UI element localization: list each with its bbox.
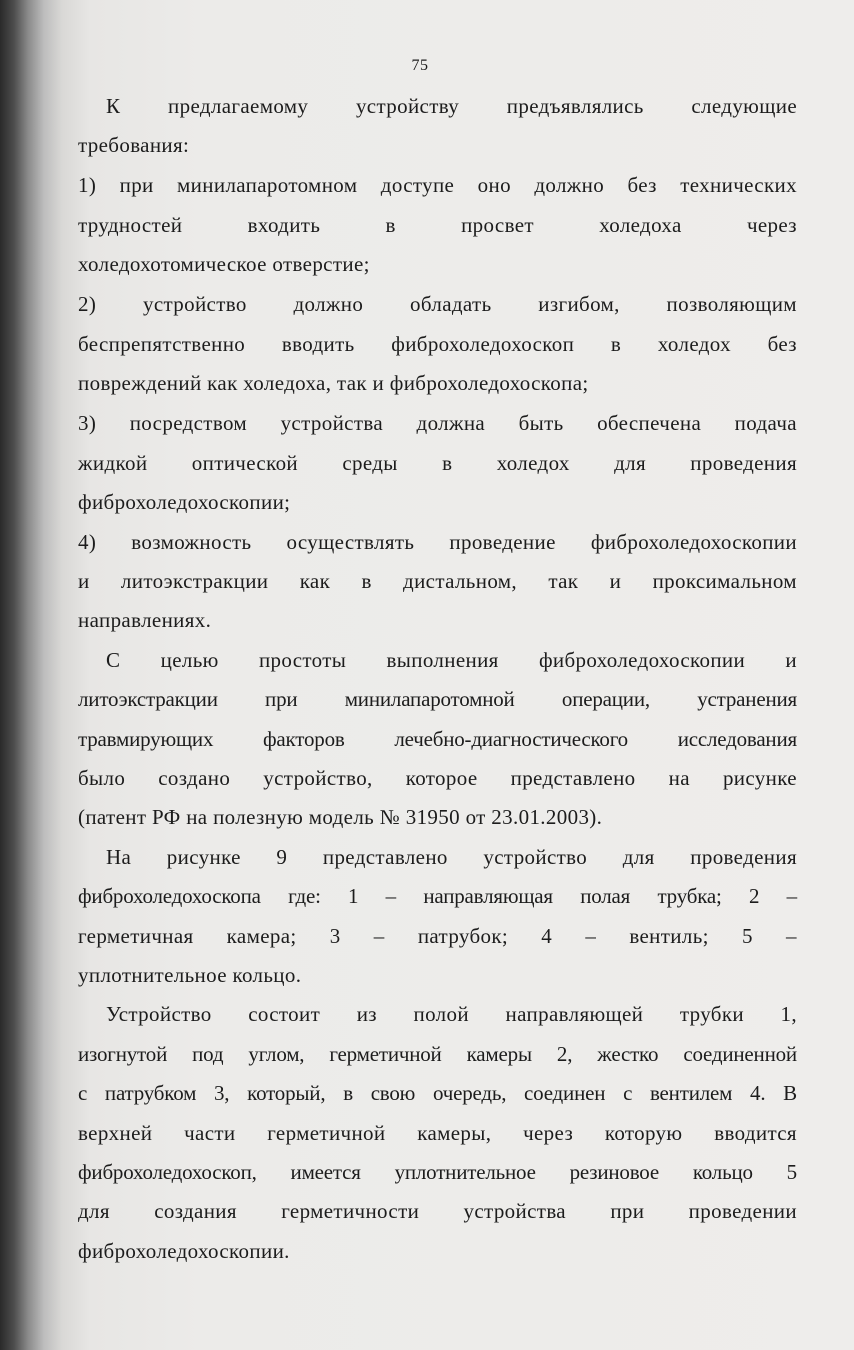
text-line [78, 765, 797, 791]
word: модель [308, 805, 375, 829]
word: свою [370, 1081, 416, 1105]
word: операции, [561, 687, 650, 711]
word: обладать [410, 292, 492, 316]
word: 3) [78, 411, 97, 435]
word: для [78, 1199, 110, 1223]
word: холедох [496, 451, 570, 475]
word: трубка; [657, 884, 722, 908]
word: среды [342, 451, 398, 475]
word: № [379, 805, 401, 829]
text-line [78, 1120, 797, 1146]
word: На [106, 845, 132, 869]
text-line [78, 251, 797, 277]
word: камера; [226, 924, 297, 948]
word: травмирующих [78, 727, 214, 751]
word: осуществлять [286, 530, 415, 554]
text-line [78, 686, 797, 712]
text-line [78, 1198, 797, 1224]
text-line [78, 370, 797, 396]
word: холедоха, [243, 371, 332, 395]
word: 1 [348, 884, 359, 908]
word: в [361, 569, 372, 593]
word: для [622, 845, 655, 869]
word: направляющей [505, 1002, 644, 1026]
text-line [78, 489, 797, 515]
word: С [106, 648, 121, 672]
word: проведение [449, 530, 556, 554]
word: фиброхоледохоскоп, [78, 1160, 257, 1184]
word: в [610, 332, 622, 356]
word: минилапаротомном [177, 173, 358, 197]
word: должна [416, 411, 486, 435]
word: верхней [78, 1121, 153, 1145]
word: фиброхоледохоскопа [78, 884, 261, 908]
text-line [78, 923, 797, 949]
word: патрубок; [417, 924, 509, 948]
word: от [465, 805, 486, 829]
word: создано [158, 766, 231, 790]
word: которую [604, 1121, 683, 1145]
word: 31950 [405, 805, 460, 829]
word: и [609, 569, 622, 593]
word: при [119, 173, 154, 197]
word: возможность [131, 530, 252, 554]
word: 2, [556, 1042, 573, 1066]
word: следующие [691, 94, 797, 118]
word: и [78, 569, 90, 593]
word: с [78, 1081, 88, 1105]
word: соединенной [683, 1042, 797, 1066]
text-line [78, 1159, 797, 1185]
word: литоэкстракции [78, 687, 218, 711]
word: исследования [677, 727, 797, 751]
word: – [786, 884, 797, 908]
text-line [78, 804, 797, 830]
word: рисунке [166, 845, 241, 869]
word: жидкой [78, 451, 148, 475]
word: устройство [142, 292, 247, 316]
word: на [668, 766, 690, 790]
word: герметичной [267, 1121, 386, 1145]
text-line [78, 844, 797, 870]
word: РФ [151, 805, 181, 829]
word: предъявлялись [506, 94, 644, 118]
text-line [78, 450, 797, 476]
word: полая [580, 884, 631, 908]
word: через [523, 1121, 574, 1145]
word: устранения [697, 687, 797, 711]
word: 2 [749, 884, 760, 908]
word: где: [288, 884, 321, 908]
word: создания [154, 1199, 237, 1223]
word: вентилем [649, 1081, 733, 1105]
word: устройству [355, 94, 460, 118]
word: имеется [290, 1160, 361, 1184]
word: при [265, 687, 298, 711]
page-number: 75 [411, 57, 429, 74]
text-line [78, 331, 797, 357]
word: из [356, 1002, 377, 1026]
word: жестко [597, 1042, 659, 1066]
word: в [442, 451, 453, 475]
word: для [614, 451, 646, 475]
word: который, [247, 1081, 326, 1105]
word: просвет [461, 213, 534, 237]
text-line [78, 93, 797, 119]
word: проведения [690, 451, 797, 475]
word: позволяющим [666, 292, 797, 316]
word: входить [247, 213, 321, 237]
word: фиброхоледохоскопии [590, 530, 797, 554]
word: выполнения [386, 648, 499, 672]
text-line [78, 212, 797, 238]
word: направлениях. [78, 608, 212, 632]
word: холедохотомическое [78, 252, 267, 276]
word: было [78, 766, 126, 790]
word: 4. [750, 1081, 766, 1105]
word: холедоха [599, 213, 682, 237]
word: камеры, [417, 1121, 492, 1145]
text-line [78, 962, 797, 988]
word: которое [405, 766, 478, 790]
word: 3, [214, 1081, 230, 1105]
word: полой [413, 1002, 469, 1026]
word: герметичная [78, 924, 194, 948]
word: Устройство [106, 1002, 212, 1026]
word: проведения [690, 845, 797, 869]
word: в [343, 1081, 353, 1105]
word: – [373, 924, 385, 948]
word: углом, [248, 1042, 305, 1066]
word: патрубком [104, 1081, 197, 1105]
word: так [548, 569, 579, 593]
word: посредством [129, 411, 248, 435]
word: отверстие; [272, 252, 370, 276]
word: (патент [78, 805, 147, 829]
word: технических [680, 173, 797, 197]
word: резиновое [569, 1160, 659, 1184]
word: фиброхоледохоскопа; [389, 371, 589, 395]
word: рисунке [722, 766, 797, 790]
word: представлено [322, 845, 448, 869]
word: подача [734, 411, 797, 435]
word: должно [534, 173, 605, 197]
word: доступе [380, 173, 455, 197]
text-line [78, 529, 797, 555]
word: целью [160, 648, 219, 672]
word: части [184, 1121, 236, 1145]
text-line [78, 1080, 797, 1106]
word: устройства [280, 411, 384, 435]
word: без [767, 332, 797, 356]
word: фиброхоледохоскоп [391, 332, 575, 356]
word: уплотнительное [394, 1160, 536, 1184]
word: факторов [263, 727, 345, 751]
word: при [610, 1199, 645, 1223]
word: полезную [213, 805, 304, 829]
text-line [78, 647, 797, 673]
word: кольцо [692, 1160, 753, 1184]
word: минилапаротомной [344, 687, 515, 711]
word: уплотнительное [78, 963, 227, 987]
word: – [786, 924, 797, 948]
word: представлено [510, 766, 636, 790]
word: герметичности [281, 1199, 420, 1223]
word: холедох [657, 332, 731, 356]
word: трубки [679, 1002, 744, 1026]
text-line [78, 568, 797, 594]
word: 5 [786, 1160, 797, 1184]
word: состоит [248, 1002, 321, 1026]
text-line [78, 607, 797, 633]
word: 3 [329, 924, 341, 948]
word: – [385, 884, 396, 908]
word: проведении [688, 1199, 797, 1223]
word: обеспечена [597, 411, 702, 435]
word: и [785, 648, 797, 672]
text-line [78, 726, 797, 752]
word: – [585, 924, 597, 948]
word: вентиль; [629, 924, 709, 948]
word: и [372, 371, 385, 395]
word: направляющая [423, 884, 553, 908]
word: кольцо. [232, 963, 302, 987]
word: фиброхоледохоскопии [538, 648, 746, 672]
word: требования: [78, 133, 190, 157]
word: лечебно-диагностического [394, 727, 628, 751]
text-line [78, 883, 797, 909]
word: 1) [78, 173, 97, 197]
word: 23.01.2003). [491, 805, 603, 829]
word: очередь, [432, 1081, 507, 1105]
word: вводить [281, 332, 355, 356]
word: соединен [524, 1081, 606, 1105]
word: вводится [714, 1121, 797, 1145]
word: как [299, 569, 331, 593]
word: фиброхоледохоскопии; [78, 490, 291, 514]
word: камеры [466, 1042, 532, 1066]
word: устройства [463, 1199, 566, 1223]
word: В [783, 1081, 797, 1105]
word: оптической [191, 451, 299, 475]
word: повреждений [78, 371, 202, 395]
text-line [78, 410, 797, 436]
word: так [336, 371, 367, 395]
word: 5 [741, 924, 753, 948]
word: 4) [78, 530, 97, 554]
word: 2) [78, 292, 97, 316]
word: простоты [258, 648, 347, 672]
word: изгибом, [538, 292, 620, 316]
word: предлагаемому [168, 94, 309, 118]
word: фиброхоледохоскопии. [78, 1239, 290, 1263]
word: должно [293, 292, 364, 316]
text-line [78, 172, 797, 198]
word: устройство, [263, 766, 373, 790]
word: герметичной [329, 1042, 442, 1066]
text-line [78, 291, 797, 317]
text-line [78, 1041, 797, 1067]
word: оно [477, 173, 511, 197]
word: как [207, 371, 238, 395]
word: на [186, 805, 208, 829]
text-line [78, 1238, 797, 1264]
text-line [78, 132, 797, 158]
word: проксимальном [652, 569, 797, 593]
word: в [385, 213, 396, 237]
word: 4 [541, 924, 553, 948]
word: без [627, 173, 657, 197]
word: через [746, 213, 797, 237]
word: с [623, 1081, 633, 1105]
word: дистальном, [403, 569, 518, 593]
word: 9 [276, 845, 288, 869]
word: трудностей [78, 213, 183, 237]
word: под [192, 1042, 224, 1066]
word: беспрепятственно [78, 332, 246, 356]
word: устройство [483, 845, 588, 869]
text-line [78, 1001, 797, 1027]
word: изогнутой [78, 1042, 168, 1066]
word: литоэкстракции [120, 569, 269, 593]
word: 1, [780, 1002, 797, 1026]
word: быть [518, 411, 564, 435]
word: К [106, 94, 121, 118]
